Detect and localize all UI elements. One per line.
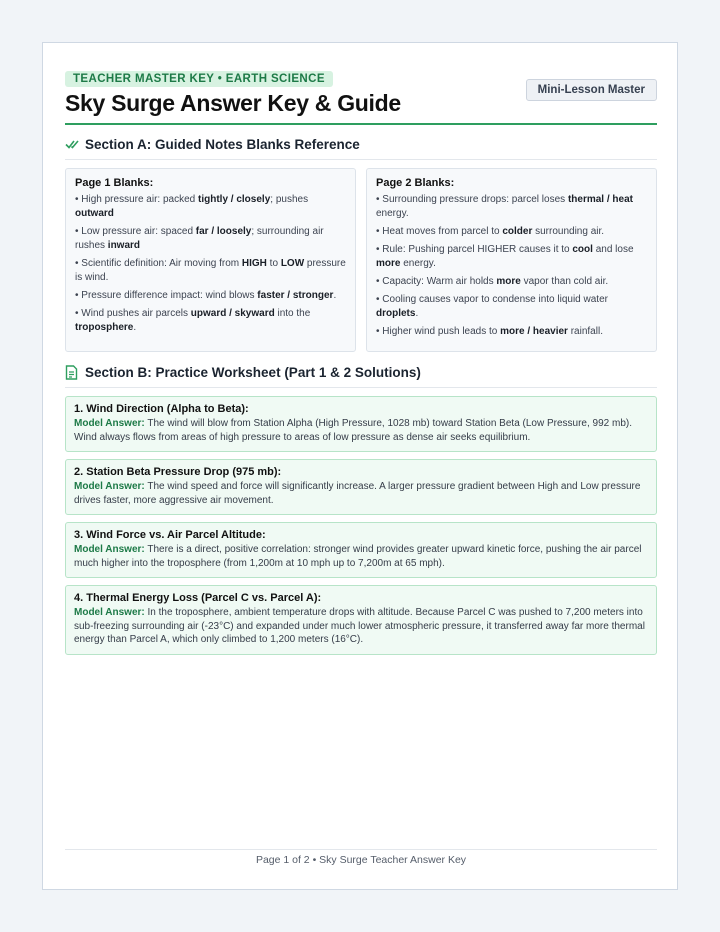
blank-text: • Wind pushes air parcels [75, 308, 191, 319]
blank-answer: thermal / heat [567, 194, 633, 205]
blank-text: • Capacity: Warm air holds [376, 276, 497, 287]
blank-text: energy. [376, 208, 409, 219]
page1-blank-item [75, 307, 346, 335]
model-answer-label: Model Answer: [74, 481, 145, 492]
page2-blank-item [376, 275, 647, 289]
blanks-reference [65, 168, 657, 352]
blank-answer: more / heavier [500, 326, 568, 337]
model-answer-text: The wind speed and force will significantly increase. A larger pressure gradient between High and Low pressure drives faster, more aggressive air movement. [74, 481, 641, 506]
page-header [65, 69, 657, 125]
blank-text: • Cooling causes vapor to condense into liquid water [376, 294, 608, 305]
page1-blank-item [75, 257, 346, 285]
blank-answer: droplets [376, 308, 416, 319]
double-check-icon [65, 136, 81, 152]
page2-blank-item [376, 225, 647, 239]
blank-text: into the [274, 308, 311, 319]
blank-text: • Pressure difference impact: wind blows [75, 290, 258, 301]
page1-blanks-list [75, 193, 346, 335]
page2-blank-item [376, 243, 647, 271]
blank-answer: faster / stronger [257, 290, 334, 301]
blank-text: and lose [592, 244, 634, 255]
page1-blank-item [75, 225, 346, 253]
blank-answer: troposphere [75, 322, 134, 333]
model-answer-text: The wind will blow from Station Alpha (High Pressure, 1028 mb) toward Station Beta (Low Pressure, 992 mb). Wind always flows from areas of high pressure to areas of low pressure as dense air seeks equilibrium. [74, 418, 633, 443]
blank-text: • Scientific definition: Air moving from [75, 258, 242, 269]
blank-answer: far / loosely [195, 226, 252, 237]
model-answer-text: In the troposphere, ambient temperature drops with altitude. Because Parcel C was pushed to 7,200 meters into sub-freezing surrounding air (-23°C) and expanded under much lower atmospheric pressure, it transferred away far more thermal energy than Parcel A, which only climbed to 1,200 meters (16°C). [74, 607, 645, 645]
section-a-title: Section A: Guided Notes Blanks Reference [85, 136, 360, 152]
blank-answer: cool [572, 244, 593, 255]
mini-lesson-master-badge[interactable]: Mini-Lesson Master [526, 79, 657, 101]
blank-text: ; surrounding air rushes [75, 226, 324, 251]
subject-kicker: TEACHER MASTER KEY • EARTH SCIENCE [65, 71, 333, 87]
model-answer [74, 606, 648, 647]
model-answer-label: Model Answer: [74, 544, 145, 555]
question-title: 4. Thermal Energy Loss (Parcel C vs. Parcel A): [74, 592, 322, 604]
blank-answer: more [376, 258, 401, 269]
question-card [65, 585, 657, 655]
page2-blanks-title: Page 2 Blanks: [376, 177, 455, 189]
page1-blank-item [75, 289, 346, 303]
page2-blank-item [376, 293, 647, 321]
blank-answer: inward [107, 240, 141, 251]
blank-answer: more [496, 276, 521, 287]
blank-text: vapor than cold air. [520, 276, 609, 287]
page2-blank-item [376, 325, 647, 339]
blank-text: surrounding air. [532, 226, 605, 237]
blank-answer: HIGH [241, 258, 267, 269]
question-card [65, 522, 657, 578]
document-icon [65, 364, 81, 380]
blank-answer: upward / skyward [190, 308, 275, 319]
model-answer [74, 480, 648, 507]
section-a-heading [65, 136, 657, 160]
blank-text: energy. [400, 258, 436, 269]
blank-text: to [266, 258, 281, 269]
model-answer-label: Model Answer: [74, 607, 145, 618]
page2-blank-item [376, 193, 647, 221]
blank-text: • Low pressure air: spaced [75, 226, 196, 237]
blank-text: • Surrounding pressure drops: parcel loses [376, 194, 568, 205]
page1-blanks-title: Page 1 Blanks: [75, 177, 154, 189]
section-b-title: Section B: Practice Worksheet (Part 1 & 2 Solutions) [85, 364, 421, 380]
blank-answer: outward [75, 208, 114, 219]
question-card [65, 459, 657, 515]
page-footer: Page 1 of 2 • Sky Surge Teacher Answer Key [65, 849, 657, 866]
blank-text: rainfall. [567, 326, 603, 337]
page-title: Sky Surge Answer Key & Guide [65, 90, 401, 116]
blank-text: • Heat moves from parcel to [376, 226, 503, 237]
blank-text: • Rule: Pushing parcel HIGHER causes it to [376, 244, 573, 255]
worksheet-page [42, 42, 678, 890]
blank-answer: tightly / closely [198, 194, 271, 205]
model-answer-label: Model Answer: [74, 418, 145, 429]
question-title: 1. Wind Direction (Alpha to Beta): [74, 403, 249, 415]
page2-blanks-box [366, 168, 657, 352]
section-b-heading [65, 364, 657, 388]
model-answer [74, 417, 648, 444]
blank-text: • High pressure air: packed [75, 194, 199, 205]
blank-text: . [133, 322, 137, 333]
blank-text: • Higher wind push leads to [376, 326, 501, 337]
blank-text: pressure is wind. [75, 258, 346, 283]
page1-blanks-box [65, 168, 356, 352]
blank-text: . [333, 290, 337, 301]
page1-blank-item [75, 193, 346, 221]
question-title: 2. Station Beta Pressure Drop (975 mb): [74, 466, 282, 478]
practice-answers [65, 396, 657, 655]
blank-text: ; pushes [270, 194, 309, 205]
blank-answer: colder [502, 226, 533, 237]
blank-text: . [415, 308, 419, 319]
page2-blanks-list [376, 193, 647, 339]
blank-answer: LOW [280, 258, 305, 269]
question-card [65, 396, 657, 452]
question-title: 3. Wind Force vs. Air Parcel Altitude: [74, 529, 266, 541]
model-answer [74, 543, 648, 570]
model-answer-text: There is a direct, positive correlation: stronger wind provides greater upward kinetic force, pushing the air parcel much higher into the troposphere (from 1,200m at 10 mph up to 7,200m at 65 mph). [74, 544, 642, 569]
